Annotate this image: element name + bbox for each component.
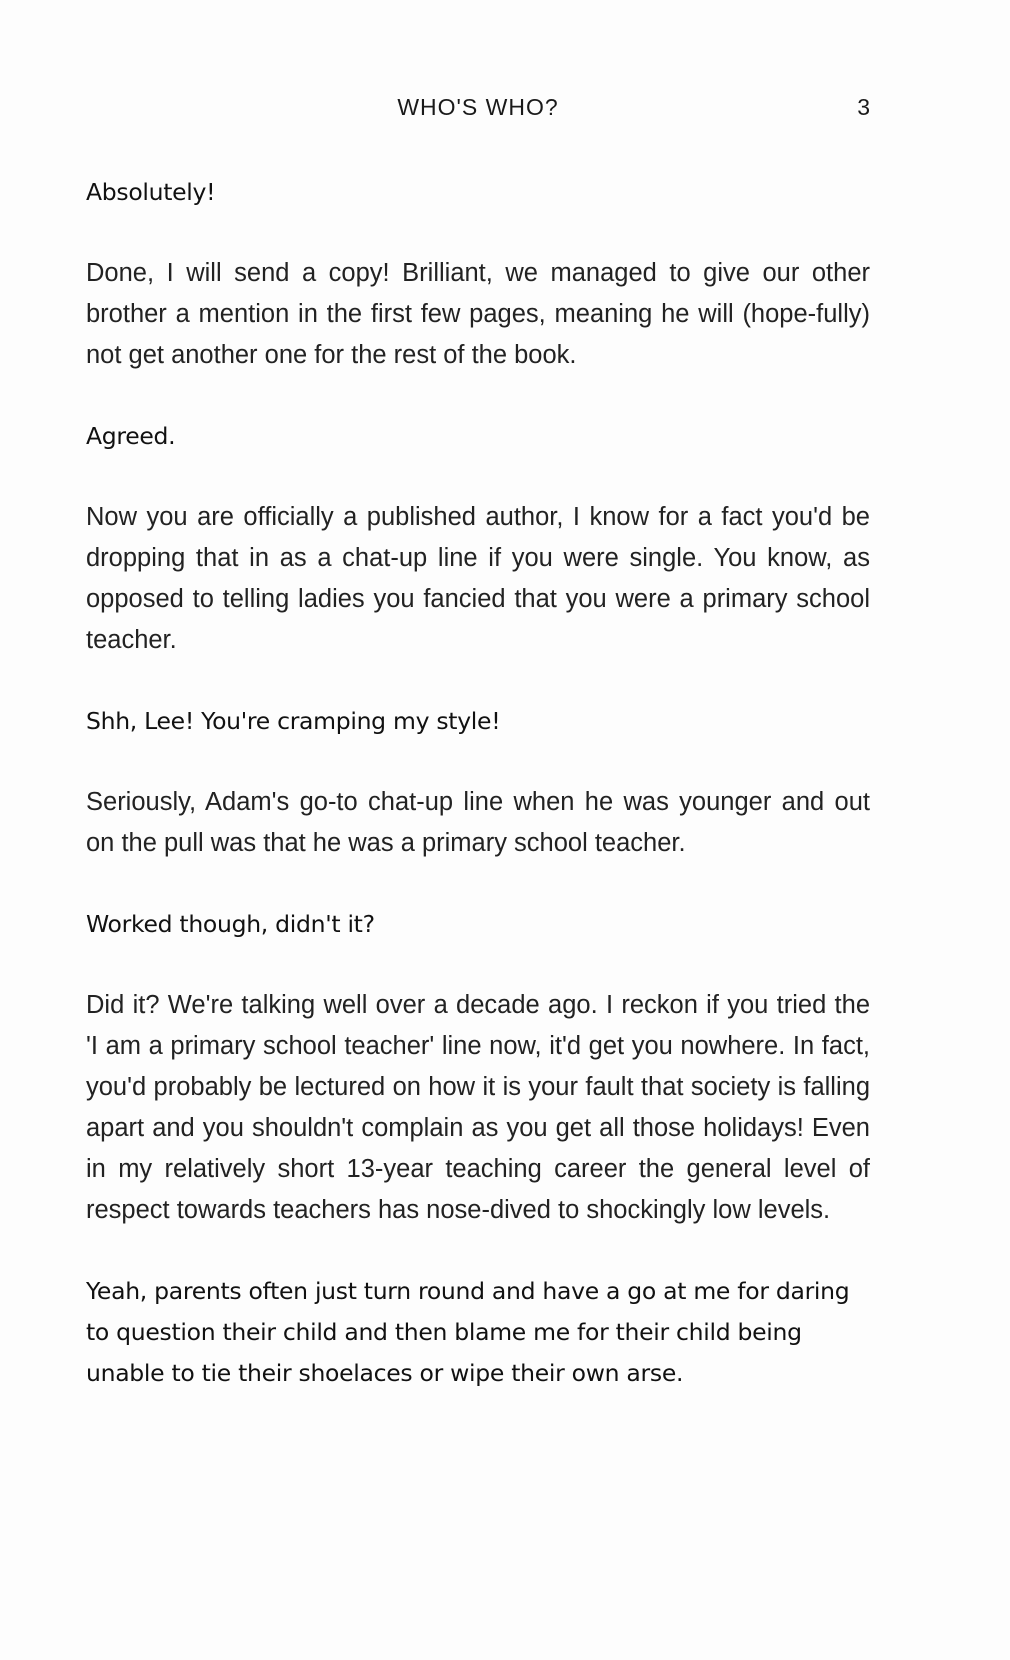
- dialogue-paragraph: Agreed.: [86, 422, 176, 450]
- dialogue-paragraph: Yeah, parents often just turn round and have a go at me for daring to question their child and then blame me for their child being unable to tie their shoelaces or wipe their own arse.: [86, 1277, 850, 1387]
- dialogue-paragraph: Seriously, Adam's go-to chat-up line when he was younger and out on the pull was that he was a primary school teacher.: [86, 788, 870, 857]
- dialogue-paragraph: Now you are officially a published author, I know for a fact you'd be dropping that in as a chat-up line if you were single. You know, as opposed to telling ladies you fancied that you were a primary school teacher.: [86, 503, 870, 654]
- dialogue-paragraph: Shh, Lee! You're cramping my style!: [86, 707, 501, 735]
- dialogue-paragraph: Did it? We're talking well over a decade ago. I reckon if you tried the 'I am a primary school teacher' line now, it'd get you nowhere. In fact, you'd probably be lectured on how it is your fault that society is falling apart and you shouldn't complain as you get all those holidays! Even in my relatively short 13-year teaching career the general level of respect towards teachers has nose-dived to shockingly low levels.: [86, 991, 870, 1224]
- running-head: WHO'S WHO?: [397, 94, 559, 120]
- dialogue-paragraph: Worked though, didn't it?: [86, 910, 375, 938]
- page-header: [86, 94, 870, 130]
- page-number: 3: [857, 94, 870, 120]
- dialogue-paragraph: Done, I will send a copy! Brilliant, we managed to give our other brother a mention in the first few pages, meaning he will (hope-fully) not get another one for the rest of the book.: [86, 259, 870, 369]
- dialogue-paragraph: Absolutely!: [86, 178, 216, 206]
- body-text: [86, 172, 870, 1434]
